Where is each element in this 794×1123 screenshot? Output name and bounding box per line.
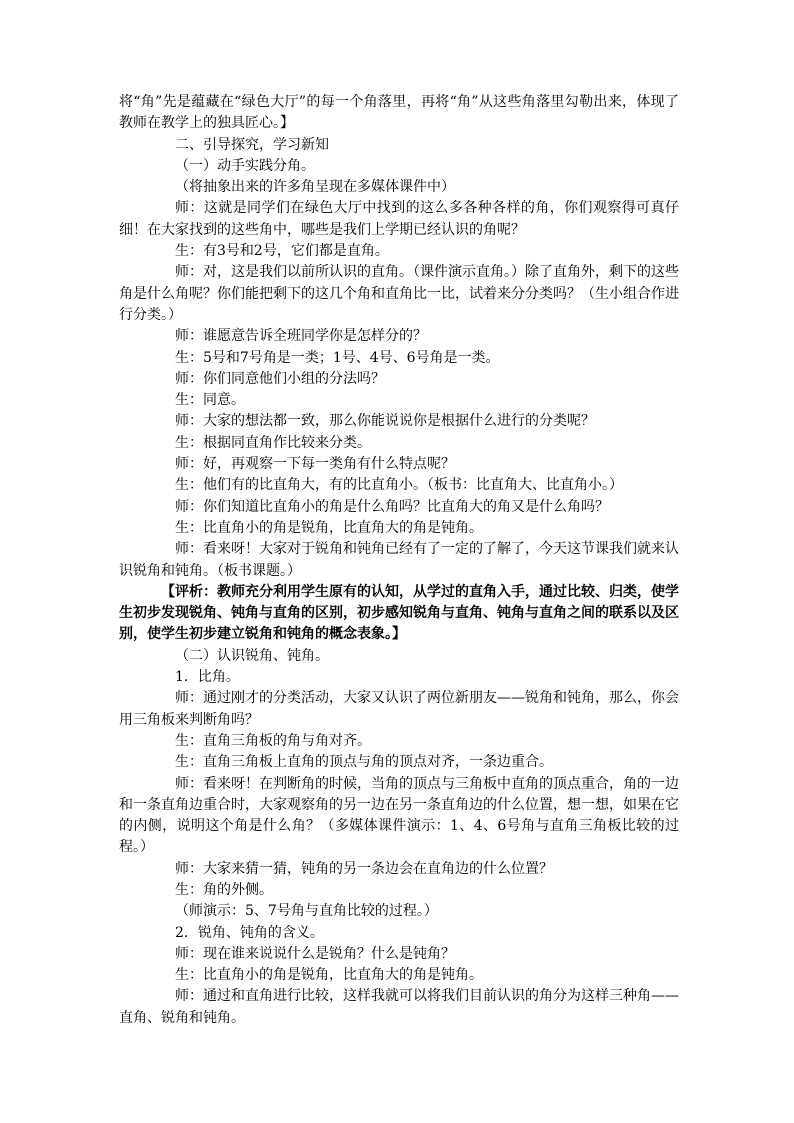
- text-paragraph: 二、引导探究，学习新知: [175, 136, 329, 153]
- text-paragraph: 生：5号和7号角是一类；1号、4号、6号角是一类。: [175, 349, 500, 366]
- text-paragraph: 1．比角。: [175, 669, 240, 686]
- text-paragraph: 生：角的外侧。: [175, 881, 273, 898]
- text-paragraph: 师：对，这是我们以前所认识的直角。（课件演示直角。）除了直角外，剩下的这些角是什么角呢？你们能把剩下的这几个角和直角比一比，试着来分分类吗？（生小组合作进行分类。）: [119, 264, 679, 323]
- text-paragraph: 师：你们同意他们小组的分法吗？: [175, 370, 385, 387]
- text-paragraph: 生：根据同直角作比较来分类。: [175, 434, 371, 451]
- text-paragraph: （二）认识锐角、钝角。: [175, 647, 329, 664]
- text-paragraph: 生：直角三角板上直角的顶点与角的顶点对齐，一条边重合。: [175, 754, 553, 771]
- text-paragraph: （将抽象出来的许多角呈现在多媒体课件中）: [175, 179, 455, 196]
- text-paragraph: 师：通过刚才的分类活动，大家又认识了两位新朋友——锐角和钝角，那么，你会用三角板来判断角吗？: [119, 690, 679, 728]
- commentary-paragraph: 【评析：教师充分利用学生原有的认知，从学过的直角入手，通过比较、归类，使学生初步发现锐角、钝角与直角的区别，初步感知锐角与直角、钝角与直角之间的联系以及区别，使学生初步建立锐角和钝角的概念表象。】: [119, 583, 679, 643]
- text-paragraph: 生：同意。: [175, 392, 245, 409]
- text-paragraph: 生：比直角小的角是锐角，比直角大的角是钝角。: [175, 967, 483, 984]
- text-paragraph: 师：现在谁来说说什么是锐角？什么是钝角？: [175, 945, 455, 962]
- text-paragraph: 师：好，再观察一下每一类角有什么特点呢？: [175, 456, 455, 473]
- text-paragraph: 生：他们有的比直角大，有的比直角小。（板书：比直角大、比直角小。）: [175, 477, 623, 494]
- text-paragraph: 师：大家的想法都一致，那么你能说说你是根据什么进行的分类呢？: [175, 413, 595, 430]
- text-paragraph: 生：直角三角板的角与角对齐。: [175, 732, 371, 749]
- text-paragraph: 师：这就是同学们在绿色大厅中找到的这么多各种各样的角，你们观察得可真仔细！在大家找到的这些角中，哪些是我们上学期已经认识的角呢？: [119, 200, 679, 238]
- text-paragraph: 师：通过和直角进行比较，这样我就可以将我们目前认识的角分为这样三种角——直角、锐角和钝角。: [119, 988, 679, 1026]
- text-paragraph: 2．锐角、钝角的含义。: [175, 924, 324, 941]
- text-paragraph: （师演示：5、7号角与直角比较的过程。）: [175, 903, 438, 920]
- text-paragraph: 生：比直角小的角是锐角，比直角大的角是钝角。: [175, 519, 483, 536]
- text-paragraph: （一）动手实践分角。: [175, 157, 315, 174]
- text-paragraph: 师：大家来猜一猜，钝角的另一条边会在直角边的什么位置？: [175, 860, 553, 877]
- document-body: [119, 92, 679, 1029]
- text-paragraph: 将“角”先是蕴藏在“绿色大厅”的每一个角落里，再将“角”从这些角落里勾勒出来，体现了教师在教学上的独具匠心。】: [119, 94, 679, 132]
- text-paragraph: 师：你们知道比直角小的角是什么角吗？比直角大的角又是什么角吗？: [175, 498, 609, 515]
- text-paragraph: 师：看来呀！在判断角的时候，当角的顶点与三角板中直角的顶点重合，角的一边和一条直角边重合时，大家观察角的另一边在另一条直角边的什么位置，想一想，如果在它的内侧，说明这个角是什么角？（多媒体课件演示：1、4、6号角与直角三角板比较的过程。）: [119, 775, 679, 856]
- text-paragraph: 师：谁愿意告诉全班同学你是怎样分的？: [175, 328, 427, 345]
- text-paragraph: 师：看来呀！大家对于锐角和钝角已经有了一定的了解了，今天这节课我们就来认识锐角和钝角。（板书课题。）: [119, 541, 679, 579]
- text-paragraph: 生：有3号和2号，它们都是直角。: [175, 243, 389, 260]
